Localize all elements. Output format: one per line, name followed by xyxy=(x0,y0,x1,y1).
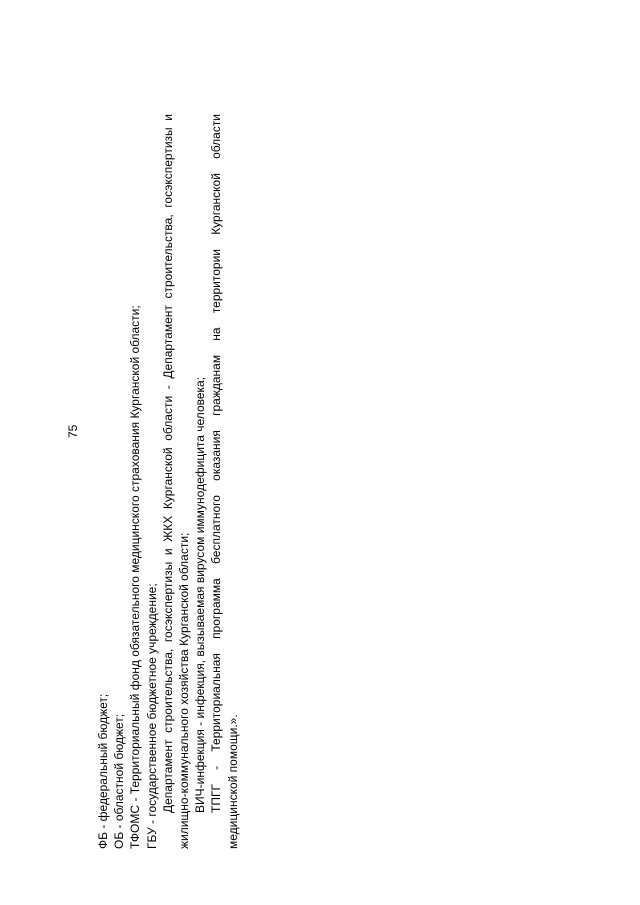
abbrev-line-gbu: ГБУ - государственное бюджетное учреждение; xyxy=(144,583,159,849)
abbreviations-block xyxy=(95,114,241,849)
abbrev-line-fb: ФБ - федеральный бюджет; xyxy=(96,693,110,849)
abbrev-line-tpgg: ТПГГ - Территориальная программа бесплатного оказания гражданам на территории Курганской области xyxy=(209,114,224,813)
abbrev-line-tfoms: ТФОМС - Территориальный фонд обязательного медицинского страхования Курганской области; xyxy=(128,305,143,849)
abbrev-line-hiv: ВИЧ-инфекция - инфекция, вызываемая вирусом иммунодефицита человека; xyxy=(193,376,208,813)
page-number: 75 xyxy=(66,424,80,438)
abbrev-line-department-cont: жилищно-коммунального хозяйства Курганской области; xyxy=(177,532,192,849)
abbrev-line-department: Департамент строительства, госэкспертизы и ЖКХ Курганской области - Департамент строительства, госэкспертизы и xyxy=(160,114,175,813)
abbrev-line-tpgg-cont: медицинской помощи.». xyxy=(225,714,240,849)
abbrev-line-ob: ОБ - областной бюджет; xyxy=(112,713,127,849)
